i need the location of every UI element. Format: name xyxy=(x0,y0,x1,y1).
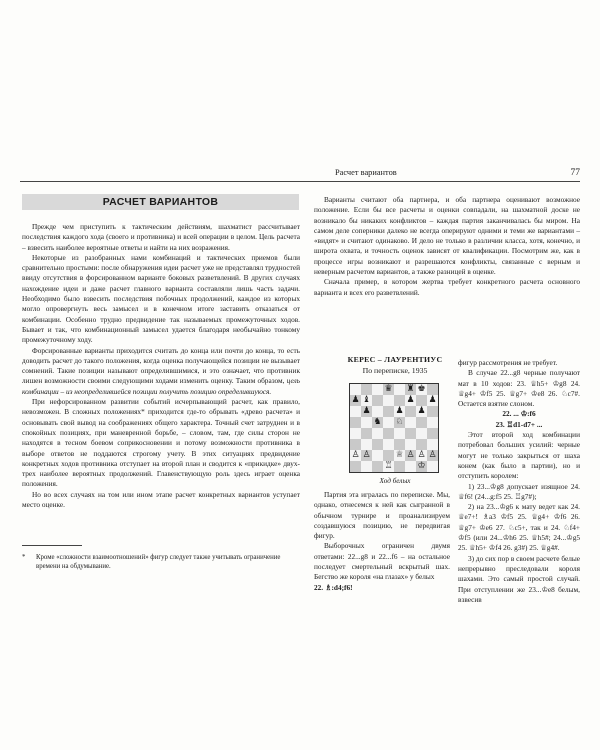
chess-piece-square: ♙ xyxy=(351,450,360,460)
chess-piece-square: ♘ xyxy=(395,417,404,427)
chess-square xyxy=(350,406,361,417)
chess-square xyxy=(372,384,383,395)
footnote-rule xyxy=(22,545,82,546)
chess-square xyxy=(383,428,394,439)
chess-square xyxy=(350,384,361,395)
chess-piece-square: ♙ xyxy=(428,450,437,460)
section-title: РАСЧЕТ ВАРИАНТОВ xyxy=(22,194,299,210)
right-column-bottom xyxy=(458,358,580,605)
paragraph: 1) 23...♔g8 допускает изящное 24. ♕f6! (24...g:f5 25. ♖g7#); xyxy=(458,481,580,501)
paragraph: Некоторые из разобранных нами комбинаций и тактических приемов были сравнительно простыми: после обнаружения идеи расчет уже не представлял трудностей ввиду отсутствия в форсированном варианте боковых разветвлений. В других случаях нахождение идеи и даже расчет главного варианта составляли лишь часть задачи. Необходимо было взвесить последствия побочных продолжений, каждое из которых могло опровергнуть весь замысел и в конечном итоге заставить отказаться от комбинации. Особенно трудно предвидение так называемых промежуточных ходов. Бывает и так, что комбинационный замысел удается благодаря необычайно тонкому промежуточному ходу. xyxy=(22,252,300,345)
chess-square xyxy=(383,395,394,406)
chess-square xyxy=(394,384,405,395)
diagram-caption: Ход белых xyxy=(379,477,411,485)
chess-square xyxy=(416,428,427,439)
header-rule xyxy=(20,181,580,182)
chess-square xyxy=(361,384,372,395)
footnote xyxy=(22,553,300,571)
middle-column xyxy=(314,490,450,593)
game-event: По переписке, 1935 xyxy=(362,366,428,375)
chess-square xyxy=(405,406,416,417)
chess-piece-square: ♟ xyxy=(417,406,426,416)
chess-diagram xyxy=(349,383,439,473)
chess-square xyxy=(427,406,438,417)
chess-square xyxy=(405,428,416,439)
chess-square xyxy=(361,439,372,450)
chess-piece-square: ♙ xyxy=(417,450,426,460)
chess-square xyxy=(372,406,383,417)
main-move-2: 23. ♖d1-d7+ ... xyxy=(495,419,543,429)
chess-piece-square: ♝ xyxy=(362,395,371,405)
chess-piece-square: ♖ xyxy=(384,461,393,471)
running-head xyxy=(335,168,580,177)
page-number: 77 xyxy=(570,168,580,178)
chess-square xyxy=(394,428,405,439)
chess-square xyxy=(427,439,438,450)
paragraph: Но во всех случаях на том или ином этапе расчет конкретных вариантов уступает место оценке. xyxy=(22,489,300,510)
paragraph: При нефорсированном развитии событий исчерпывающий расчет, как правило, невозможен. В сложных положениях* приходится где-то обрывать «древо расчета» и основывать свой вывод на соображениях общего характера. Точный счет затруднен и в спокойных позициях, при маневренной борьбе, – словом, там, где силы сторон не находятся в тесном боевом соприкосновении и потому возможности противника в выборе ответов не поддаются строгому учету. В этих ситуациях предвидение конкретных ходов противника отступает на второй план и сводится к «прикидке» двух-трех наиболее вероятных продолжений. Главенствующую роль здесь играет оценка положения. xyxy=(22,397,300,489)
chess-square xyxy=(394,395,405,406)
chess-piece-square: ♙ xyxy=(406,450,415,460)
chess-piece-square: ♜ xyxy=(406,384,415,394)
footnote-text: Кроме «сложности взаимоотношений» фигур следует также учитывать ограничение времени на обдумывание. xyxy=(36,554,281,570)
paragraph: Партия эта игралась по переписке. Мы, однако, отнесемся к ней как сыгранной в обычном турнире и проанализируем создавшуюся позицию, не передвигая фигур. xyxy=(314,490,450,541)
paragraph: Выборочных ограничен двумя ответами: 22...g8 и 22...f6 – на остальное последует смертельный вскрытый шах. Бегство же короля «на глазах» у белых xyxy=(314,541,450,582)
chess-square xyxy=(350,417,361,428)
chess-piece-square: ♞ xyxy=(373,417,382,427)
move-line: 22. ♗:d4;f6! xyxy=(314,582,353,592)
chess-square xyxy=(372,461,383,472)
chess-piece-square: ♟ xyxy=(428,395,437,405)
main-move: 22. ... ♔:f6 xyxy=(502,409,536,419)
paragraph: 3) до сих пор в своем расчете белые непрерывно преследовали короля шахами. Это самый простой случай. При отступлении же 23...♔e8 белым, взвесив xyxy=(458,553,580,604)
running-head-title: Расчет вариантов xyxy=(335,168,397,177)
chess-square xyxy=(416,395,427,406)
chess-piece-square: ♟ xyxy=(351,395,360,405)
chess-square xyxy=(372,395,383,406)
chess-piece-square: ♕ xyxy=(395,450,404,460)
chess-piece-square: ♟ xyxy=(395,406,404,416)
chess-square xyxy=(361,461,372,472)
game-header xyxy=(340,354,450,376)
chess-piece-square: ♟ xyxy=(362,406,371,416)
chess-square xyxy=(372,439,383,450)
chess-square xyxy=(372,450,383,461)
chess-square xyxy=(427,461,438,472)
chess-square xyxy=(427,417,438,428)
chess-piece-square: ♟ xyxy=(406,395,415,405)
left-column xyxy=(22,222,300,510)
right-column-top xyxy=(314,195,580,298)
paragraph: Прежде чем приступить к тактическим действиям, шахматист рассчитывает последствия каждого хода (своего и противника) и всей операции в целом. Цель расчета – взвесить наиболее вероятные ответы и найти на них возражения. xyxy=(22,222,300,252)
paragraph: Сначала пример, в котором жертва требует конкретного расчета основного варианта и всех его разветвлений. xyxy=(314,277,580,297)
chess-square xyxy=(383,406,394,417)
paragraph: В случае 22...g8 черные получают мат в 10 ходов: 23. ♕h5+ ♔g8 24. ♕g4+ ♔f5 25. ♕g7+ ♔e8 26. ♘c7#. Остается взятие слоном. xyxy=(458,368,580,409)
chess-square xyxy=(383,439,394,450)
paragraph: 2) на 23...♔g6 к мату ведет как 24. ♕e7+! ♗a3 ♔f5 25. ♕g4+ ♔f6 26. ♕g7+ ♔e6 27. ♘c5+, так и 24. ♘f4+ ♔f5 (или 24...♔h6 25. ♕h5#; 24...♔g5 25. ♕h5+ ♔f4 26. g3#) 25. ♕g4#. xyxy=(458,502,580,553)
paragraph: фигур рассмотрения не требует. xyxy=(458,358,558,367)
paragraph: Варианты считают оба партнера, и оба партнера оценивают возможное положение. Если бы все расчеты и оценки совпадали, на шахматной доске не возникало бы никаких конфликтов – каждая партия заканчивалась бы миром. На самом деле соперники далеко не всегда оперируют одними и теми же вариантами – «видят» и считают одинаково. И дело не только в различии класса, хотя, конечно, и широта охвата, и точность оценок зависят от квалификации. Посмотрим же, как в процессе игры возникают и разрешаются конфликты, связанные с верным и неверным расчетом вариантов, а также разницей в оценке. xyxy=(314,195,580,277)
chess-square xyxy=(405,417,416,428)
chess-square xyxy=(394,461,405,472)
chess-square xyxy=(350,461,361,472)
chess-square xyxy=(405,461,416,472)
paragraph: Этот второй ход комбинации потребовал больших усилий: черные могут не только закрыться от шаха конем (как было в партии), но и отступить королем: xyxy=(458,430,580,481)
combination-goal: цель комбинации – из неопределившейся позиции получить позицию определившуюся. xyxy=(22,376,300,396)
chess-square xyxy=(372,428,383,439)
chess-square xyxy=(427,384,438,395)
footnote-marker: * xyxy=(22,554,26,561)
chess-piece-square: ♙ xyxy=(362,450,371,460)
chess-square xyxy=(350,439,361,450)
chess-square xyxy=(416,417,427,428)
chess-piece-square: ♛ xyxy=(384,384,393,394)
chess-square xyxy=(361,417,372,428)
chess-square xyxy=(416,439,427,450)
chess-square xyxy=(383,417,394,428)
game-players: КЕРЕС – ЛАУРЕНТИУС xyxy=(347,355,443,364)
chess-square xyxy=(394,439,405,450)
chess-square xyxy=(361,428,372,439)
chess-square xyxy=(350,428,361,439)
chess-piece-square: ♔ xyxy=(417,461,426,471)
chess-piece-square: ♚ xyxy=(417,384,426,394)
chess-square xyxy=(427,428,438,439)
paragraph: Форсированные варианты приходится считать до конца или почти до конца, то есть доводить расчет до такого положения, когда оценка получающейся позиции не вызывает сомнений. Такие позиции называют определившимися, и это означает, что противник лишен возможности своими следующими ходами изменить оценку. Таким образом, цель комбинации – из неопределившейся позиции получить позицию определившуюся. xyxy=(22,345,300,396)
chess-square xyxy=(383,450,394,461)
chess-square xyxy=(405,439,416,450)
